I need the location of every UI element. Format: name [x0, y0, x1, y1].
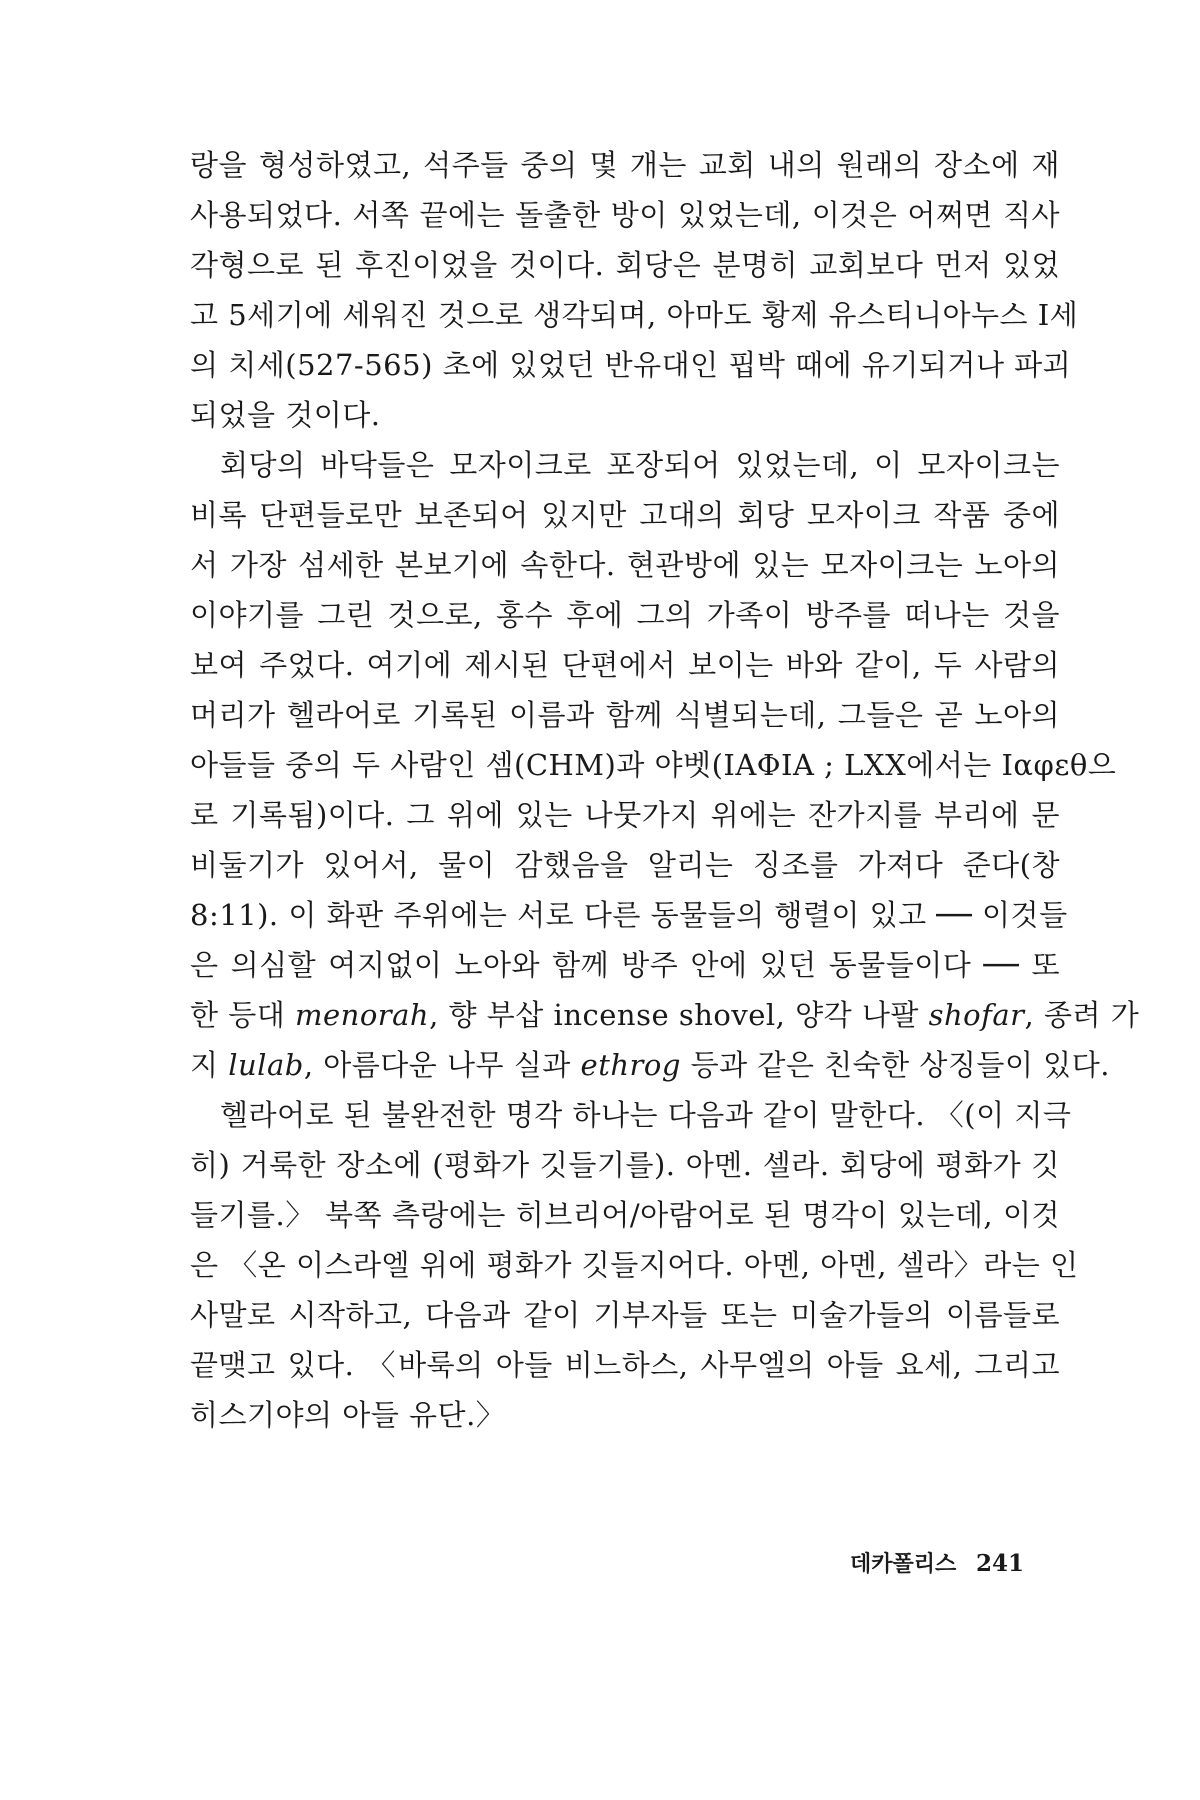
- text-line: 들기를.〉 북쪽 측랑에는 히브리어/아람어로 된 명각이 있는데, 이것: [190, 1198, 1060, 1232]
- text-line: 사말로 시작하고, 다음과 같이 기부자들 또는 미술가들의 이름들로: [190, 1298, 1060, 1332]
- text-line: 머리가 헬라어로 기록된 이름과 함께 식별되는데, 그들은 곧 노아의: [190, 698, 1060, 732]
- text-line: 히스기야의 아들 유단.〉: [190, 1398, 506, 1432]
- text-line: 지 lulab, 아름다운 나무 실과 ethrog 등과 같은 친숙한 상징들이 있다.: [190, 1048, 1110, 1082]
- text-line: 비록 단편들로만 보존되어 있지만 고대의 회당 모자이크 작품 중에: [190, 498, 1060, 532]
- text-line: 되었을 것이다.: [190, 398, 381, 432]
- text-line: 회당의 바닥들은 모자이크로 포장되어 있었는데, 이 모자이크는: [220, 448, 1060, 482]
- text-line: 8:11). 이 화판 주위에는 서로 다른 동물들의 행렬이 있고 ── 이것들: [190, 898, 1068, 932]
- text-line: 사용되었다. 서쪽 끝에는 돌출한 방이 있었는데, 이것은 어쩌면 직사: [190, 198, 1060, 232]
- text-line: 랑을 형성하였고, 석주들 중의 몇 개는 교회 내의 원래의 장소에 재: [190, 148, 1060, 182]
- text-line: 끝맺고 있다. 〈바룩의 아들 비느하스, 사무엘의 아들 요세, 그리고: [190, 1348, 1060, 1382]
- body-text: [190, 140, 1140, 1440]
- text-line: 보여 주었다. 여기에 제시된 단편에서 보이는 바와 같이, 두 사람의: [190, 648, 1060, 682]
- page-number: 241: [975, 1550, 1024, 1577]
- text-line: 비둘기가 있어서, 물이 감했음을 알리는 징조를 가져다 준다(창: [190, 848, 1060, 882]
- text-line: 은 의심할 여지없이 노아와 함께 방주 안에 있던 동물들이다 ── 또: [190, 948, 1060, 982]
- text-line: 각형으로 된 후진이었을 것이다. 회당은 분명히 교회보다 먼저 있었: [190, 248, 1060, 282]
- page-footer: [850, 1547, 1024, 1578]
- text-line: 로 기록됨)이다. 그 위에 있는 나뭇가지 위에는 잔가지를 부리에 문: [190, 798, 1060, 832]
- running-title: 데카폴리스: [850, 1552, 957, 1577]
- text-line: 한 등대 menorah, 향 부삽 incense shovel, 양각 나팔 shofar, 종려 가: [190, 998, 1140, 1032]
- text-line: 은 〈온 이스라엘 위에 평화가 깃들지어다. 아멘, 아멘, 셀라〉라는 인: [190, 1248, 1079, 1282]
- text-line: 아들들 중의 두 사람인 셈(CHM)과 야벳(IAΦIA ; LXX에서는 Iαφεθ으: [190, 748, 1117, 782]
- text-line: 고 5세기에 세워진 것으로 생각되며, 아마도 황제 유스티니아누스 I세: [190, 298, 1079, 332]
- text-line: 서 가장 섬세한 본보기에 속한다. 현관방에 있는 모자이크는 노아의: [190, 548, 1060, 582]
- text-line: 의 치세(527-565) 초에 있었던 반유대인 핍박 때에 유기되거나 파괴: [190, 348, 1072, 382]
- text-line: 이야기를 그린 것으로, 홍수 후에 그의 가족이 방주를 떠나는 것을: [190, 598, 1060, 632]
- text-line: 히) 거룩한 장소에 (평화가 깃들기를). 아멘. 셀라. 회당에 평화가 깃: [190, 1148, 1060, 1182]
- text-line: 헬라어로 된 불완전한 명각 하나는 다음과 같이 말한다. 〈(이 지극: [220, 1098, 1072, 1132]
